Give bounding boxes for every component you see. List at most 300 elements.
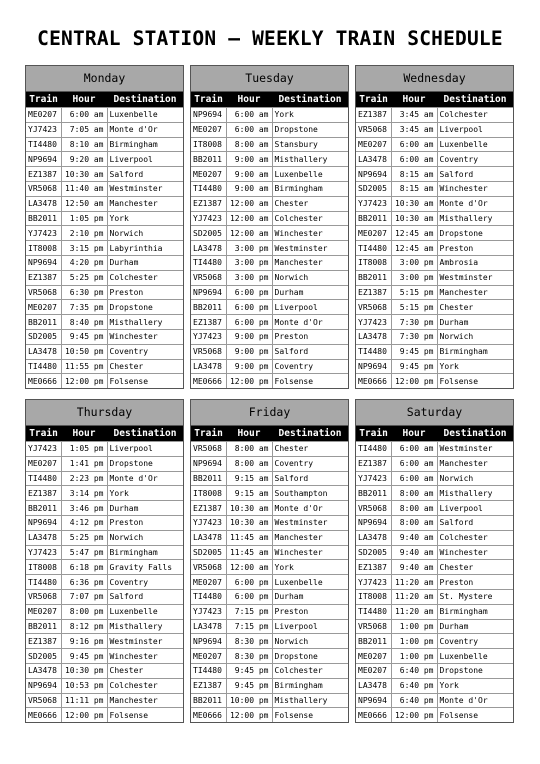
train-cell: TI4480 — [191, 255, 226, 270]
train-cell: IT8008 — [191, 486, 226, 501]
destination-cell: Labyrinthia — [107, 241, 183, 256]
destination-cell: Colchester — [437, 530, 513, 545]
table-row — [356, 501, 513, 516]
destination-cell: Birmingham — [437, 344, 513, 359]
table-row — [191, 575, 348, 590]
train-cell: YJ7423 — [356, 196, 391, 211]
table-row — [26, 575, 183, 590]
table-row — [191, 471, 348, 486]
train-cell: NP9694 — [191, 456, 226, 471]
train-cell: LA3478 — [191, 530, 226, 545]
table-row — [26, 589, 183, 604]
destination-cell: Durham — [107, 501, 183, 516]
destination-cell: York — [107, 211, 183, 226]
destination-cell: Winchester — [107, 329, 183, 344]
train-cell: TI4480 — [26, 359, 61, 374]
hour-cell: 6:30 pm — [61, 285, 107, 300]
train-cell: BB2011 — [356, 634, 391, 649]
table-row — [191, 486, 348, 501]
destination-cell: Luxenbelle — [107, 108, 183, 123]
hour-cell: 7:15 pm — [226, 604, 272, 619]
train-cell: ME0666 — [191, 708, 226, 722]
destination-cell: Luxenbelle — [107, 604, 183, 619]
table-row — [26, 241, 183, 256]
train-cell: VR5068 — [356, 122, 391, 137]
hour-cell: 5:25 pm — [61, 530, 107, 545]
train-cell: EZ1387 — [191, 196, 226, 211]
day-heading: Tuesday — [191, 66, 348, 92]
hour-cell: 9:20 am — [61, 152, 107, 167]
schedule-table — [191, 92, 348, 388]
hour-cell: 12:00 am — [226, 560, 272, 575]
train-cell: YJ7423 — [191, 329, 226, 344]
destination-cell: Misthallery — [272, 152, 348, 167]
table-row — [191, 649, 348, 664]
table-row — [356, 196, 513, 211]
destination-cell: Colchester — [107, 678, 183, 693]
table-row — [356, 678, 513, 693]
train-cell: VR5068 — [26, 181, 61, 196]
destination-cell: Misthallery — [107, 315, 183, 330]
train-cell: EZ1387 — [356, 456, 391, 471]
destination-cell: Winchester — [272, 226, 348, 241]
hour-cell: 3:14 pm — [61, 486, 107, 501]
table-row — [356, 693, 513, 708]
table-row — [26, 181, 183, 196]
destination-cell: Birmingham — [107, 137, 183, 152]
destination-cell: Salford — [272, 471, 348, 486]
destination-cell: Norwich — [107, 226, 183, 241]
train-cell: NP9694 — [356, 515, 391, 530]
hour-cell: 12:00 am — [226, 196, 272, 211]
table-row — [26, 374, 183, 388]
train-cell: TI4480 — [191, 181, 226, 196]
destination-cell: Manchester — [437, 285, 513, 300]
hour-cell: 12:50 am — [61, 196, 107, 211]
destination-cell: Durham — [437, 619, 513, 634]
train-cell: VR5068 — [191, 270, 226, 285]
table-row — [26, 515, 183, 530]
table-row — [356, 108, 513, 123]
table-row — [356, 575, 513, 590]
hour-cell: 9:45 pm — [61, 649, 107, 664]
day-panel-wednesday — [355, 65, 514, 389]
destination-cell: Preston — [107, 515, 183, 530]
table-row — [26, 255, 183, 270]
destination-cell: Folsense — [437, 708, 513, 722]
destination-cell: Westminster — [107, 181, 183, 196]
train-cell: YJ7423 — [26, 122, 61, 137]
destination-cell: Salford — [437, 167, 513, 182]
hour-cell: 3:46 pm — [61, 501, 107, 516]
table-row — [191, 693, 348, 708]
destination-cell: Monte d'Or — [437, 693, 513, 708]
destination-cell: Coventry — [272, 456, 348, 471]
train-cell: TI4480 — [26, 137, 61, 152]
table-row — [26, 604, 183, 619]
destination-cell: Folsense — [107, 374, 183, 388]
destination-cell: Birmingham — [107, 545, 183, 560]
destination-cell: Coventry — [437, 634, 513, 649]
destination-cell: Birmingham — [272, 181, 348, 196]
train-cell: TI4480 — [356, 241, 391, 256]
table-row — [191, 456, 348, 471]
hour-cell: 9:40 am — [391, 530, 437, 545]
table-row — [191, 255, 348, 270]
schedule-table — [26, 426, 183, 722]
hour-cell: 7:30 pm — [391, 329, 437, 344]
table-row — [191, 515, 348, 530]
destination-cell: Preston — [437, 575, 513, 590]
destination-cell: York — [272, 108, 348, 123]
train-cell: EZ1387 — [191, 678, 226, 693]
hour-cell: 5:47 pm — [61, 545, 107, 560]
table-row — [356, 255, 513, 270]
train-cell: NP9694 — [26, 678, 61, 693]
destination-cell: Colchester — [272, 211, 348, 226]
destination-cell: Liverpool — [107, 152, 183, 167]
table-row — [191, 560, 348, 575]
table-row — [26, 619, 183, 634]
hour-cell: 9:45 pm — [61, 329, 107, 344]
destination-cell: Manchester — [107, 196, 183, 211]
table-row — [26, 663, 183, 678]
destination-cell: Preston — [272, 604, 348, 619]
column-header-hour: Hour — [226, 92, 272, 108]
destination-cell: Chester — [107, 663, 183, 678]
destination-cell: Durham — [272, 589, 348, 604]
table-row — [191, 226, 348, 241]
hour-cell: 9:45 pm — [391, 344, 437, 359]
hour-cell: 8:00 am — [391, 486, 437, 501]
hour-cell: 3:00 pm — [226, 241, 272, 256]
destination-cell: Chester — [437, 560, 513, 575]
hour-cell: 7:05 am — [61, 122, 107, 137]
hour-cell: 7:07 pm — [61, 589, 107, 604]
hour-cell: 6:00 am — [226, 122, 272, 137]
hour-cell: 8:00 am — [391, 501, 437, 516]
destination-cell: Salford — [272, 344, 348, 359]
hour-cell: 10:30 pm — [61, 663, 107, 678]
train-cell: NP9694 — [356, 693, 391, 708]
table-row — [191, 530, 348, 545]
table-row — [26, 678, 183, 693]
destination-cell: Salford — [107, 167, 183, 182]
table-row — [356, 167, 513, 182]
table-row — [26, 530, 183, 545]
table-row — [191, 678, 348, 693]
destination-cell: Folsense — [107, 708, 183, 722]
hour-cell: 6:00 am — [391, 442, 437, 457]
header-row — [26, 426, 183, 442]
hour-cell: 3:45 am — [391, 122, 437, 137]
hour-cell: 4:20 pm — [61, 255, 107, 270]
train-cell: ME0207 — [26, 300, 61, 315]
destination-cell: Liverpool — [272, 619, 348, 634]
table-row — [26, 167, 183, 182]
table-row — [191, 181, 348, 196]
hour-cell: 5:25 pm — [61, 270, 107, 285]
hour-cell: 4:12 pm — [61, 515, 107, 530]
hour-cell: 3:45 am — [391, 108, 437, 123]
table-row — [356, 619, 513, 634]
table-row — [191, 329, 348, 344]
hour-cell: 11:40 am — [61, 181, 107, 196]
train-cell: NP9694 — [191, 285, 226, 300]
column-header-hour: Hour — [391, 92, 437, 108]
day-panel-saturday — [355, 399, 514, 723]
train-cell: SD2005 — [191, 226, 226, 241]
destination-cell: Westminster — [272, 241, 348, 256]
table-row — [356, 530, 513, 545]
train-cell: ME0666 — [26, 708, 61, 722]
table-row — [356, 589, 513, 604]
destination-cell: Dropstone — [272, 649, 348, 664]
hour-cell: 7:30 pm — [391, 315, 437, 330]
train-cell: YJ7423 — [356, 315, 391, 330]
hour-cell: 6:00 pm — [226, 285, 272, 300]
train-cell: LA3478 — [26, 530, 61, 545]
table-row — [191, 619, 348, 634]
table-row — [26, 471, 183, 486]
hour-cell: 10:30 am — [226, 501, 272, 516]
destination-cell: Preston — [272, 329, 348, 344]
destination-cell: York — [437, 359, 513, 374]
hour-cell: 8:00 am — [226, 456, 272, 471]
table-row — [26, 708, 183, 722]
hour-cell: 9:00 pm — [226, 329, 272, 344]
train-cell: IT8008 — [26, 560, 61, 575]
destination-cell: Dropstone — [437, 226, 513, 241]
hour-cell: 8:30 pm — [226, 634, 272, 649]
table-row — [26, 501, 183, 516]
destination-cell: Winchester — [272, 545, 348, 560]
hour-cell: 12:00 pm — [61, 708, 107, 722]
hour-cell: 8:00 pm — [61, 604, 107, 619]
column-header-train: Train — [191, 92, 226, 108]
train-cell: ME0666 — [356, 708, 391, 722]
destination-cell: York — [437, 678, 513, 693]
destination-cell: Birmingham — [437, 604, 513, 619]
table-row — [356, 708, 513, 722]
train-cell: ME0207 — [356, 663, 391, 678]
destination-cell: Salford — [107, 589, 183, 604]
table-row — [191, 241, 348, 256]
train-cell: TI4480 — [191, 663, 226, 678]
hour-cell: 10:53 pm — [61, 678, 107, 693]
hour-cell: 10:30 am — [391, 196, 437, 211]
destination-cell: Colchester — [107, 270, 183, 285]
column-header-train: Train — [26, 426, 61, 442]
train-cell: BB2011 — [191, 152, 226, 167]
train-cell: BB2011 — [356, 211, 391, 226]
table-row — [356, 663, 513, 678]
train-cell: NP9694 — [26, 515, 61, 530]
destination-cell: Liverpool — [107, 442, 183, 457]
hour-cell: 6:00 am — [391, 456, 437, 471]
table-row — [356, 285, 513, 300]
table-row — [356, 315, 513, 330]
hour-cell: 9:45 pm — [226, 663, 272, 678]
hour-cell: 12:00 pm — [226, 708, 272, 722]
destination-cell: Westminster — [272, 515, 348, 530]
destination-cell: Dropstone — [272, 122, 348, 137]
destination-cell: Westminster — [437, 442, 513, 457]
train-cell: TI4480 — [191, 589, 226, 604]
hour-cell: 9:45 pm — [391, 359, 437, 374]
destination-cell: Norwich — [437, 329, 513, 344]
destination-cell: Southampton — [272, 486, 348, 501]
destination-cell: Liverpool — [437, 501, 513, 516]
table-row — [26, 300, 183, 315]
table-row — [191, 270, 348, 285]
hour-cell: 6:36 pm — [61, 575, 107, 590]
train-cell: IT8008 — [26, 241, 61, 256]
hour-cell: 9:40 am — [391, 545, 437, 560]
day-panel-friday — [190, 399, 349, 723]
hour-cell: 12:00 pm — [391, 708, 437, 722]
destination-cell: Liverpool — [272, 300, 348, 315]
train-cell: ME0666 — [356, 374, 391, 388]
table-row — [191, 604, 348, 619]
hour-cell: 12:45 am — [391, 241, 437, 256]
destination-cell: Colchester — [437, 108, 513, 123]
destination-cell: Dropstone — [107, 300, 183, 315]
train-cell: ME0666 — [26, 374, 61, 388]
schedule-table — [191, 426, 348, 722]
destination-cell: Chester — [437, 300, 513, 315]
hour-cell: 10:30 am — [61, 167, 107, 182]
table-row — [356, 211, 513, 226]
train-cell: TI4480 — [356, 442, 391, 457]
table-row — [191, 285, 348, 300]
column-header-train: Train — [191, 426, 226, 442]
train-cell: EZ1387 — [26, 486, 61, 501]
hour-cell: 7:15 pm — [226, 619, 272, 634]
table-row — [26, 122, 183, 137]
destination-cell: Winchester — [107, 649, 183, 664]
hour-cell: 5:15 pm — [391, 285, 437, 300]
table-row — [26, 196, 183, 211]
train-cell: ME0207 — [26, 604, 61, 619]
destination-cell: Liverpool — [437, 122, 513, 137]
train-cell: NP9694 — [26, 152, 61, 167]
table-row — [191, 344, 348, 359]
destination-cell: Luxenbelle — [272, 167, 348, 182]
train-cell: IT8008 — [191, 137, 226, 152]
train-cell: SD2005 — [26, 329, 61, 344]
train-cell: ME0207 — [191, 167, 226, 182]
train-cell: SD2005 — [191, 545, 226, 560]
table-row — [356, 560, 513, 575]
hour-cell: 9:16 pm — [61, 634, 107, 649]
hour-cell: 9:15 am — [226, 486, 272, 501]
table-row — [26, 649, 183, 664]
destination-cell: Misthallery — [437, 486, 513, 501]
destination-cell: Coventry — [272, 359, 348, 374]
destination-cell: Chester — [107, 359, 183, 374]
column-header-train: Train — [356, 426, 391, 442]
table-row — [356, 329, 513, 344]
column-header-hour: Hour — [61, 426, 107, 442]
table-row — [191, 634, 348, 649]
hour-cell: 9:00 am — [226, 181, 272, 196]
destination-cell: Luxenbelle — [272, 575, 348, 590]
hour-cell: 8:15 am — [391, 167, 437, 182]
train-cell: VR5068 — [26, 285, 61, 300]
train-cell: ME0207 — [356, 226, 391, 241]
train-cell: LA3478 — [191, 359, 226, 374]
hour-cell: 3:00 pm — [226, 255, 272, 270]
hour-cell: 1:00 pm — [391, 619, 437, 634]
train-cell: IT8008 — [356, 255, 391, 270]
hour-cell: 2:10 pm — [61, 226, 107, 241]
hour-cell: 2:23 pm — [61, 471, 107, 486]
train-cell: EZ1387 — [356, 560, 391, 575]
table-row — [356, 241, 513, 256]
hour-cell: 11:11 pm — [61, 693, 107, 708]
train-cell: ME0207 — [356, 649, 391, 664]
train-cell: TI4480 — [26, 471, 61, 486]
table-row — [191, 196, 348, 211]
train-cell: BB2011 — [26, 211, 61, 226]
train-cell: TI4480 — [356, 344, 391, 359]
hour-cell: 9:00 am — [226, 152, 272, 167]
table-row — [356, 471, 513, 486]
day-heading: Wednesday — [356, 66, 513, 92]
table-row — [26, 486, 183, 501]
train-cell: LA3478 — [356, 678, 391, 693]
table-row — [26, 285, 183, 300]
hour-cell: 1:00 pm — [391, 649, 437, 664]
table-row — [356, 122, 513, 137]
train-cell: EZ1387 — [356, 108, 391, 123]
hour-cell: 5:15 pm — [391, 300, 437, 315]
train-cell: YJ7423 — [26, 442, 61, 457]
schedule-table — [26, 92, 183, 388]
header-row — [356, 426, 513, 442]
destination-cell: Norwich — [272, 270, 348, 285]
destination-cell: Westminster — [107, 634, 183, 649]
hour-cell: 12:00 am — [226, 226, 272, 241]
hour-cell: 9:00 pm — [226, 344, 272, 359]
destination-cell: Luxenbelle — [437, 137, 513, 152]
hour-cell: 9:15 am — [226, 471, 272, 486]
hour-cell: 6:40 pm — [391, 663, 437, 678]
train-cell: VR5068 — [26, 693, 61, 708]
train-cell: NP9694 — [356, 359, 391, 374]
header-row — [191, 426, 348, 442]
table-row — [26, 137, 183, 152]
destination-cell: Monte d'Or — [437, 196, 513, 211]
train-cell: LA3478 — [356, 152, 391, 167]
hour-cell: 11:20 am — [391, 589, 437, 604]
day-heading: Saturday — [356, 400, 513, 426]
table-row — [191, 663, 348, 678]
destination-cell: Chester — [272, 442, 348, 457]
destination-cell: Winchester — [437, 545, 513, 560]
train-cell: EZ1387 — [191, 501, 226, 516]
train-cell: ME0207 — [356, 137, 391, 152]
table-row — [191, 374, 348, 388]
hour-cell: 11:20 am — [391, 604, 437, 619]
hour-cell: 9:45 pm — [226, 678, 272, 693]
train-cell: EZ1387 — [191, 315, 226, 330]
destination-cell: Norwich — [272, 634, 348, 649]
hour-cell: 6:00 am — [61, 108, 107, 123]
destination-cell: Manchester — [437, 456, 513, 471]
destination-cell: Coventry — [107, 575, 183, 590]
